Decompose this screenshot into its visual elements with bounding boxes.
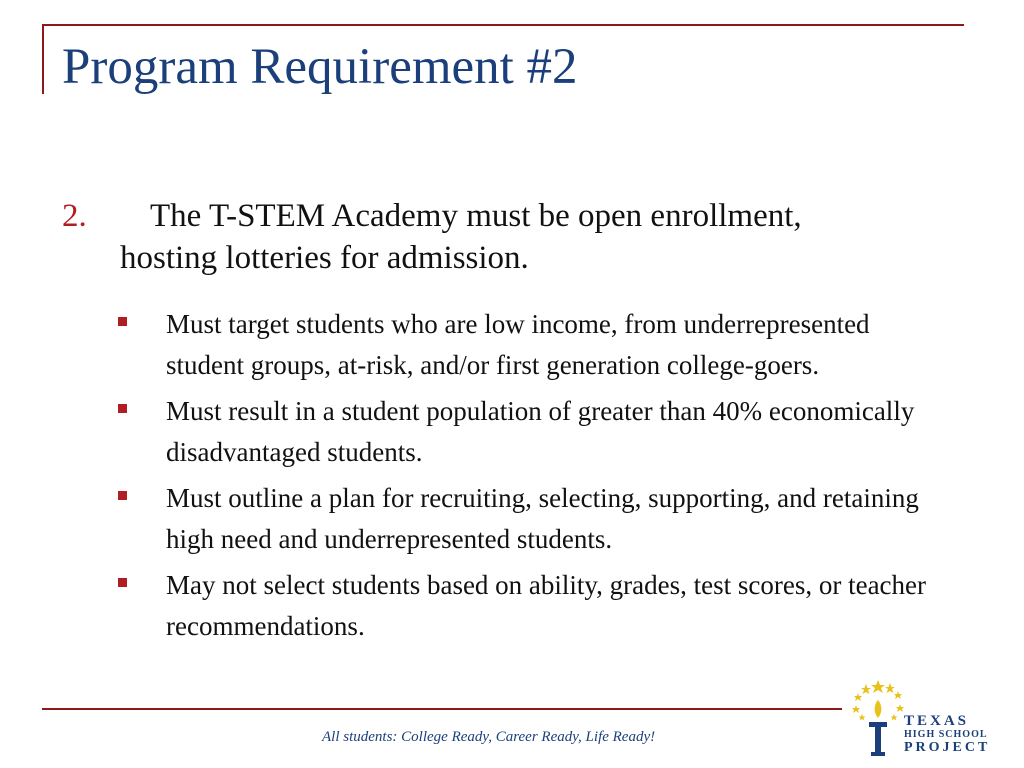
logo-text-texas: TEXAS [904,713,970,729]
footer-tagline: All students: College Ready, Career Ready, Life Ready! [322,729,656,745]
stars-torch-logo-icon [848,676,908,758]
bullet-item [110,304,950,385]
bullet-text: May not select students based on ability, grades, test scores, or teacher recommendations. [166,570,927,641]
logo-text-high-school: HIGH SCHOOL [904,729,988,740]
slide-title: Program Requirement #2 [62,39,578,95]
requirement-number: 2. [62,198,87,234]
texas-high-school-project-logo [848,676,1004,758]
requirement-text-line2: hosting lotteries for admission. [120,240,529,276]
bullet-item [110,478,950,559]
requirement-text-line1: The T-STEM Academy must be open enrollment, [150,198,802,234]
bullet-text: Must target students who are low income, from underrepresented student groups, at-risk, and/or first generation college-goers. [166,309,870,380]
square-bullet-icon [118,317,127,326]
bullet-text: Must result in a student population of greater than 40% economically disadvantaged students. [166,396,915,467]
square-bullet-icon [118,404,127,413]
footer-rule [42,708,842,710]
bullet-text: Must outline a plan for recruiting, selecting, supporting, and retaining high need and underrepresented students. [166,483,919,554]
square-bullet-icon [118,578,127,587]
left-rule [42,24,44,94]
logo-text-project: PROJECT [904,740,991,755]
bullet-item [110,565,950,646]
square-bullet-icon [118,491,127,500]
requirement-bullets [110,304,950,652]
top-rule [42,24,964,26]
bullet-item [110,391,950,472]
